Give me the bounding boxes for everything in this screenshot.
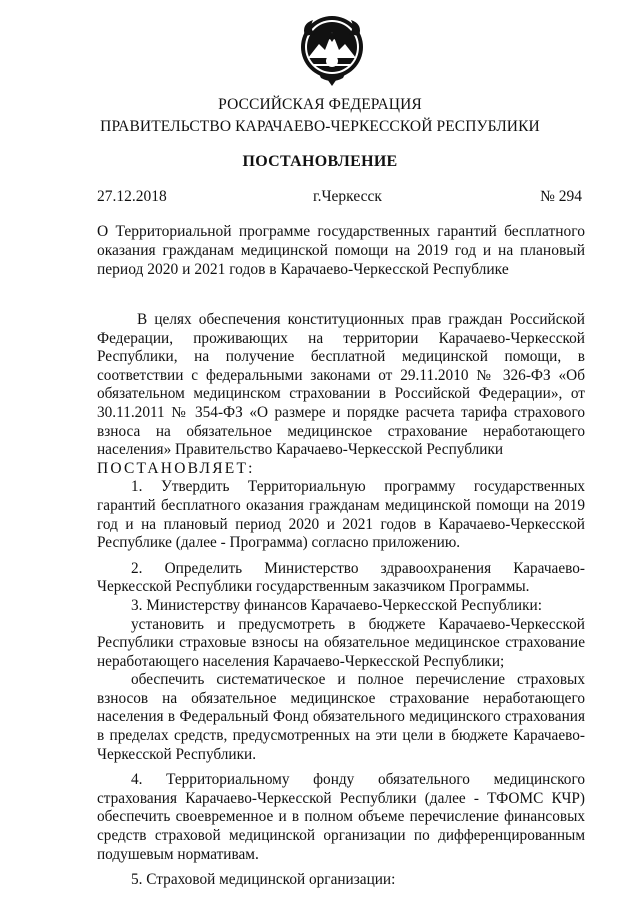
- clause-3: 3. Министерству финансов Карачаево-Черкесской Республики:: [131, 596, 542, 614]
- preamble-paragraph: В целях обеспечения конституционных прав граждан Российской Федерации, проживающих на территории Карачаево-Черкесской Республики, на получение бесплатной медицинской помощи, в соответствии с федеральными законами от 29.11.2010 № 326-ФЗ «Об обязательном медицинском страховании в Российской Федерации», от 30.11.2011 № 354-ФЗ «О размере и порядке расчета тарифа страхового взноса на обязательное медицинское страхование неработающего населения» Правительство Карачаево-Черкесской Республики: [97, 311, 585, 459]
- decree-heading: ПОСТАНОВЛЯЕТ:: [97, 459, 255, 477]
- document-city: г.Черкесск: [313, 188, 382, 205]
- coat-of-arms-icon: [299, 14, 365, 88]
- clause-2: 2. Определить Министерство здравоохранения Карачаево-Черкесской Республики государственным заказчиком Программы.: [97, 559, 585, 596]
- clause-4: 4. Территориальному фонду обязательного медицинского страхования Карачаево-Черкесской Республики (далее - ТФОМС КЧР) обеспечить своевременное и в полном объеме перечисление финансовых средств страховой медицинской организации по дифференцированным подушевым нормативам.: [97, 771, 585, 863]
- clause-3a: установить и предусмотреть в бюджете Карачаево-Черкесской Республики страховые взносы на обязательное медицинское страхование неработающего населения Карачаево-Черкесской Республики;: [97, 615, 585, 670]
- country-title: РОССИЙСКАЯ ФЕДЕРАЦИЯ: [218, 96, 422, 113]
- document-date: 27.12.2018: [97, 188, 167, 205]
- clause-3b: обеспечить систематическое и полное перечисление страховых взносов на обязательное медицинское страхование неработающего населения в Федеральный Фонд обязательного медицинского страхования в пределах средств, предусмотренных на эти цели в бюджете Карачаево-Черкесской Республики.: [97, 671, 585, 763]
- document-number: № 294: [540, 188, 582, 205]
- document-subject: О Территориальной программе государственных гарантий бесплатного оказания гражданам медицинской помощи на 2019 год и на плановый период 2020 и 2021 годов в Карачаево-Черкесской Республике: [97, 223, 585, 278]
- document-body: [97, 311, 585, 890]
- government-title: ПРАВИТЕЛЬСТВО КАРАЧАЕВО-ЧЕРКЕССКОЙ РЕСПУБЛИКИ: [100, 118, 540, 135]
- document-type: ПОСТАНОВЛЕНИЕ: [242, 153, 398, 170]
- clause-5: 5. Страховой медицинской организации:: [131, 871, 396, 889]
- clause-1: 1. Утвердить Территориальную программу государственных гарантий бесплатного оказания гражданам медицинской помощи на 2019 год и на плановый период 2020 и 2021 годов в Карачаево-Черкесской Республике (далее - Программа) согласно приложению.: [97, 478, 585, 552]
